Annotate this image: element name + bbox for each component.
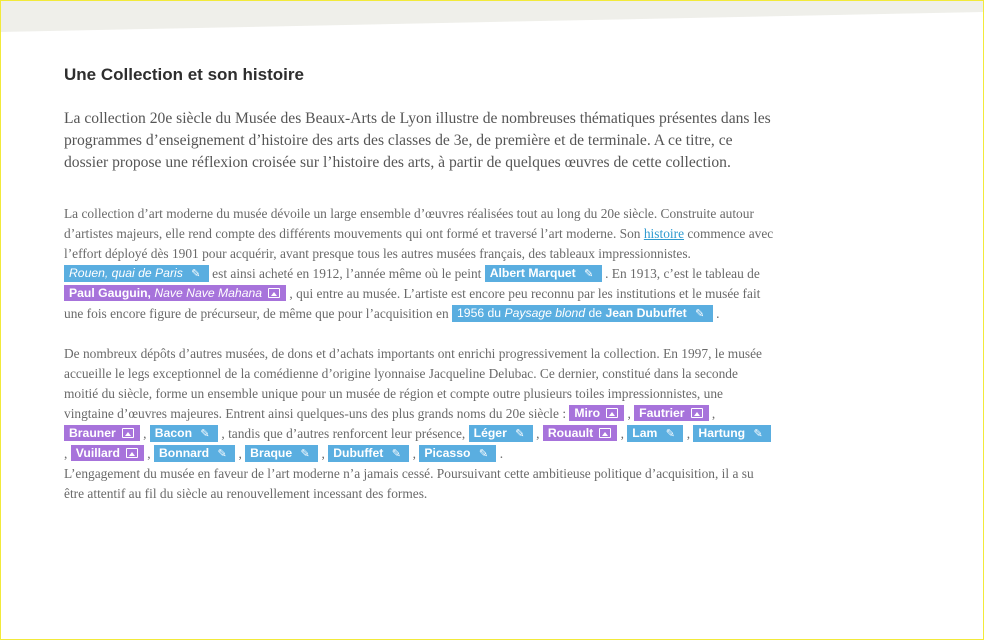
tag-miro[interactable] (569, 405, 624, 421)
separator: , (318, 446, 329, 461)
tag-rouen-quai-de-paris[interactable] (64, 265, 209, 282)
image-icon (126, 448, 138, 458)
brush-icon: ✎ (391, 448, 401, 460)
tag-label: Albert Marquet (489, 266, 576, 280)
text-span: . (712, 306, 720, 321)
tag-label: Hartung (698, 426, 746, 440)
image-icon (268, 288, 280, 298)
brush-icon: ✎ (217, 448, 227, 460)
image-icon (606, 408, 618, 418)
tag-label: Bonnard (159, 446, 210, 460)
text-span: La collection d’art moderne du musée dévoile un large ensemble d’œuvres réalisées tout au long du 20e siècle. Construite autour d’artistes majeurs, elle rend compte des différents mouvements qui ont formé et traversé l’art moderne. Son (64, 206, 754, 241)
page-title: Une Collection et son histoire (64, 65, 304, 84)
separator: , (64, 446, 71, 461)
brush-icon: ✎ (665, 428, 675, 440)
image-icon (599, 428, 611, 438)
tag-lam[interactable] (627, 425, 683, 442)
tag-label: Vuillard (75, 446, 120, 460)
tag-bacon[interactable] (150, 425, 218, 442)
article (64, 64, 774, 504)
tag-rouault[interactable] (543, 425, 617, 441)
tag-vuillard[interactable] (71, 445, 144, 461)
image-icon (691, 408, 703, 418)
tag-work: Paysage blond (504, 306, 586, 320)
brush-icon: ✎ (753, 428, 763, 440)
separator: , (409, 446, 420, 461)
tag-artist: Paul Gauguin (69, 286, 148, 300)
tag-year: 1956 du (457, 306, 505, 320)
paragraph-3: L’engagement du musée en faveur de l’art moderne n’a jamais cessé. Poursuivant cette ambitieuse politique d’acquisition, il a su être attentif au fil du siècle au renouvellement incessant des formes. (64, 466, 754, 501)
separator: , (617, 426, 628, 441)
separator: , (139, 426, 150, 441)
tag-dubuffet-paysage-blond[interactable] (452, 305, 713, 322)
tag-sep: , (147, 286, 155, 300)
tag-braque[interactable] (245, 445, 318, 462)
tag-leger[interactable] (469, 425, 533, 442)
text-span: est ainsi acheté en 1912, l’année même où le peint (208, 266, 485, 281)
brush-icon: ✎ (300, 448, 310, 460)
image-icon (122, 428, 134, 438)
tag-label: Léger (473, 426, 507, 440)
paragraph-2 (64, 344, 774, 464)
spacer (64, 324, 774, 344)
tag-dubuffet[interactable] (328, 445, 409, 462)
tag-bonnard[interactable] (154, 445, 235, 462)
tag-label: Dubuffet (333, 446, 384, 460)
tag-picasso[interactable] (419, 445, 496, 462)
tag-albert-marquet[interactable] (485, 265, 602, 282)
brush-icon: ✎ (191, 268, 201, 280)
text-span: De nombreux dépôts d’autres musées, de dons et d’achats importants ont enrichi progressivement la collection. En 1997, le musée accueille le legs exceptionnel de la comédienne d’origine lyonnaise Jacqueline Delubac. Ce dernier, constitué dans la seconde moitié du siècle, forme un ensemble unique pour un musée de région et compte outre plusieurs toiles impressionnistes, une vingtaine d’œuvres majeures. Entrent ainsi quelques-uns des plus grands noms du 20e siècle : (64, 346, 762, 421)
separator: , (683, 426, 694, 441)
article-body (64, 204, 774, 504)
text-span: commence avec l’effort déployé dès 1901 pour acquérir, avant presque tous les autres musées français, des tableaux impressionnistes. (64, 226, 774, 261)
tag-label: Rouen, quai de Paris (69, 266, 183, 280)
tag-de: de (585, 306, 606, 320)
tag-artist: Jean Dubuffet (605, 306, 687, 320)
text-span: , tandis que d’autres renforcent leur présence, (218, 426, 469, 441)
separator: , (708, 406, 716, 421)
tag-label: Brauner (69, 426, 116, 440)
separator: , (235, 446, 246, 461)
brush-icon: ✎ (200, 428, 210, 440)
separator: , (624, 406, 635, 421)
text-span: . En 1913, c’est le tableau de (601, 266, 760, 281)
tag-label: Picasso (424, 446, 471, 460)
tag-label: Fautrier (639, 406, 685, 420)
separator: , (532, 426, 543, 441)
tag-fautrier[interactable] (634, 405, 708, 421)
brush-icon: ✎ (478, 448, 489, 460)
tag-label: Braque (250, 446, 293, 460)
separator: , (143, 446, 154, 461)
tag-label: Lam (632, 426, 658, 440)
tag-brauner[interactable] (64, 425, 140, 441)
brush-icon: ✎ (695, 308, 705, 320)
text-span: . (496, 446, 504, 461)
brush-icon: ✎ (515, 428, 525, 440)
tag-gauguin-nave-nave-mahana[interactable] (64, 285, 286, 301)
tag-label: Rouault (547, 426, 594, 440)
tag-work: Nave Nave Mahana (154, 286, 263, 300)
histoire-link[interactable]: histoire (643, 226, 685, 241)
tag-label: Bacon (154, 426, 193, 440)
tag-label: Miro (574, 406, 601, 420)
lead-paragraph: La collection 20e siècle du Musée des Beaux-Arts de Lyon illustre de nombreuses thématiques présentes dans les programmes d’enseignement d’histoire des arts des classes de 3e, de première et de terminale. A ce titre, ce dossier propose une réflexion croisée sur l’histoire des arts, à partir de quelques œuvres de cette collection. (64, 110, 771, 171)
text-span: , qui entre au musée. L’artiste est encore peu reconnu par les institutions et le musée fait une fois encore figure de précurseur, de même que pour l’acquisition en (64, 286, 761, 321)
brush-icon: ✎ (584, 268, 594, 280)
tag-hartung[interactable] (693, 425, 771, 442)
paragraph-1 (64, 204, 774, 324)
